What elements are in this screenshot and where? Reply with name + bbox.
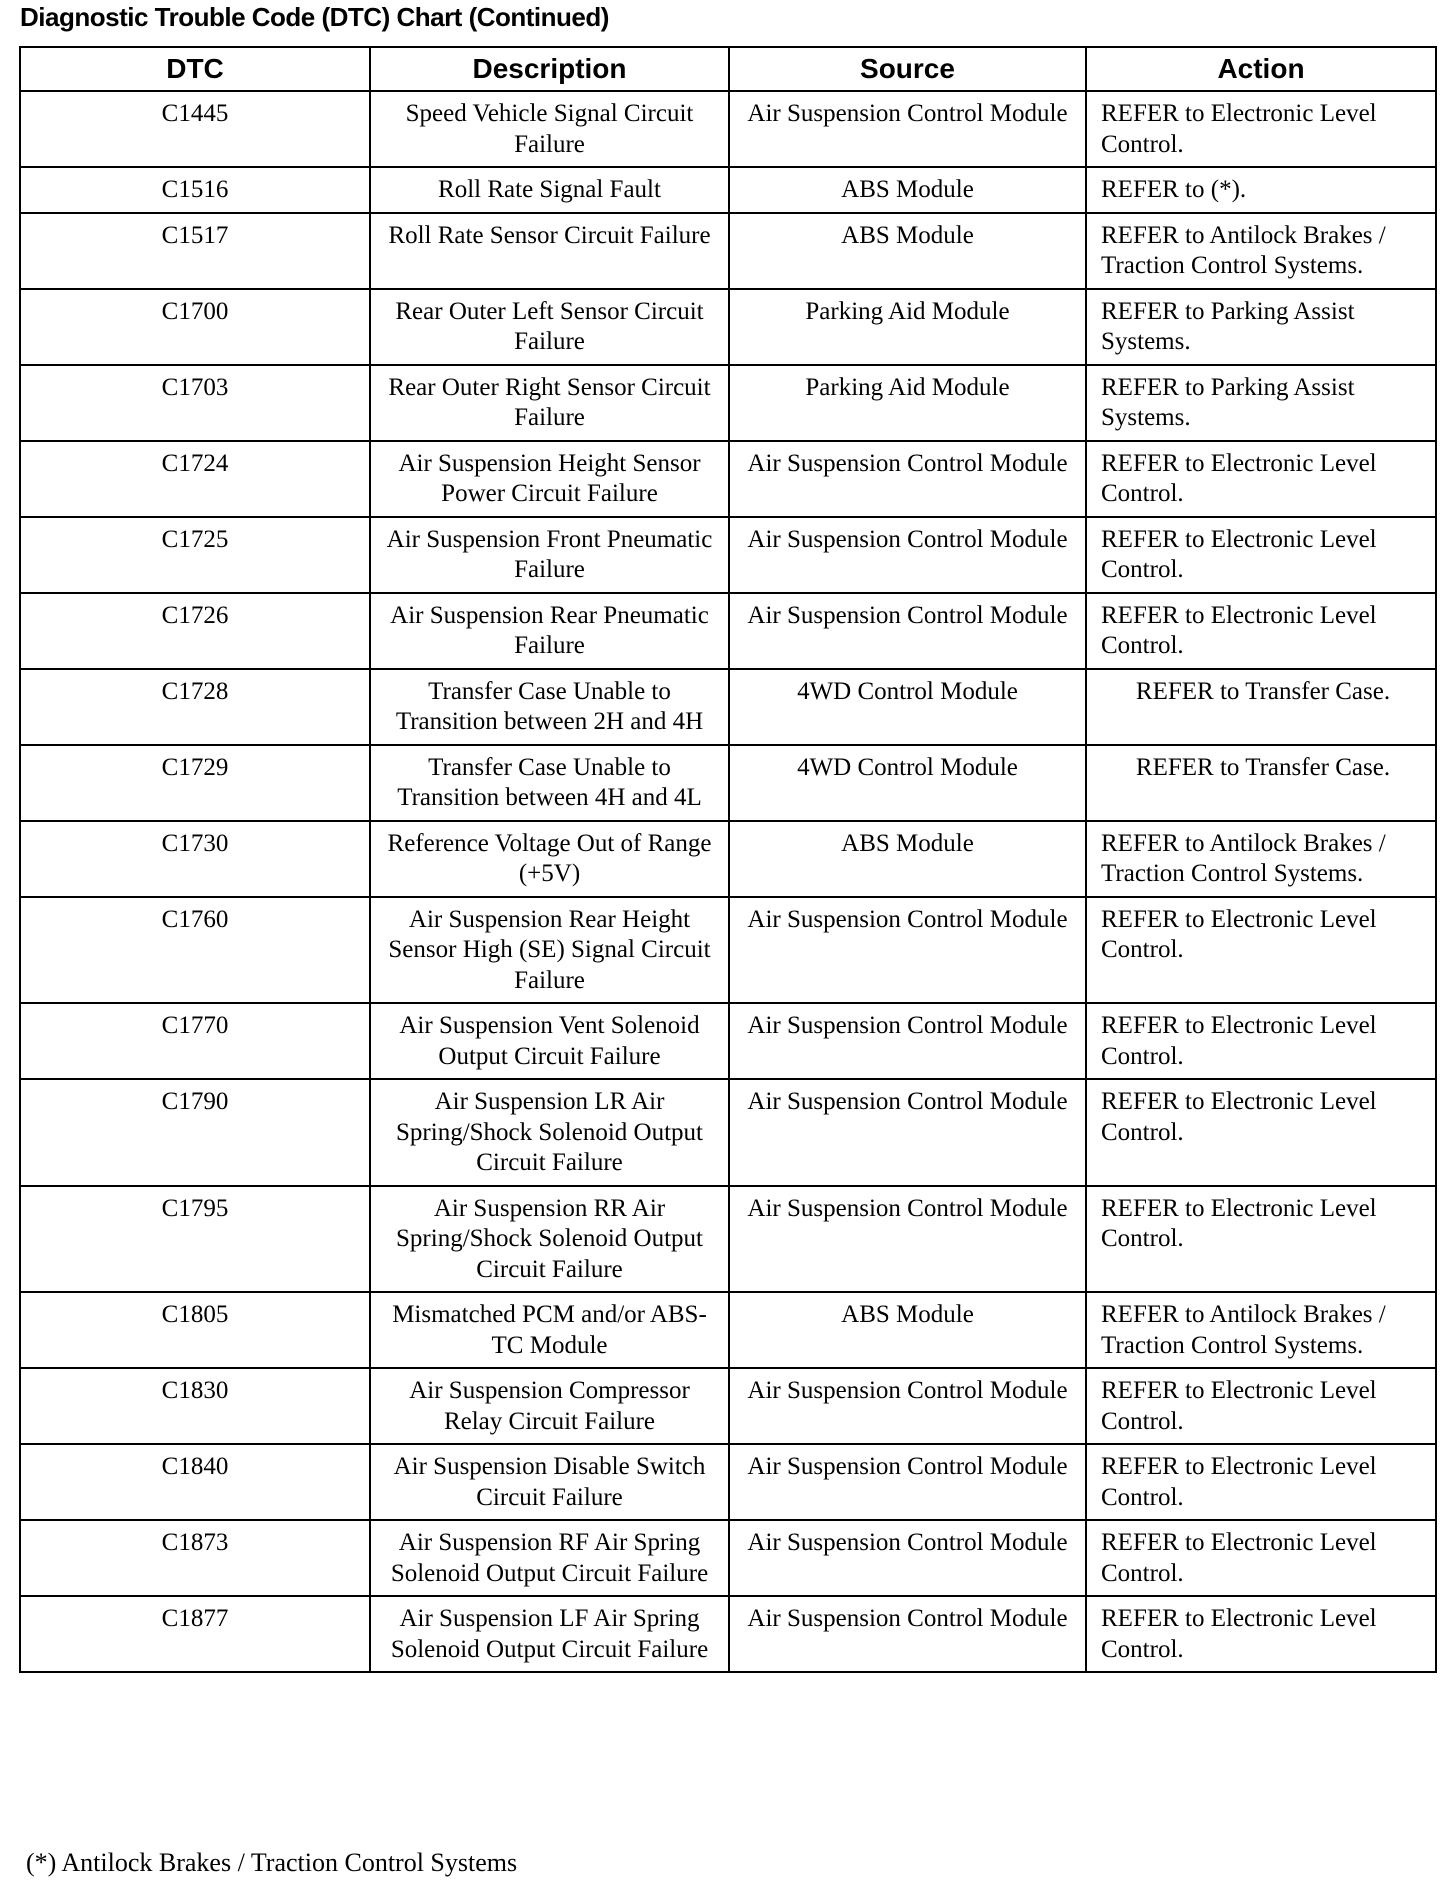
source-cell: Air Suspension Control Module: [729, 1003, 1086, 1079]
action-cell: REFER to Electronic Level Control.: [1086, 1596, 1436, 1672]
source-cell: Air Suspension Control Module: [729, 1444, 1086, 1520]
action-cell: REFER to Electronic Level Control.: [1086, 441, 1436, 517]
action-cell: REFER to Electronic Level Control.: [1086, 1079, 1436, 1186]
table-row: [20, 593, 1436, 669]
action-cell: REFER to Electronic Level Control.: [1086, 593, 1436, 669]
table-header-row: [20, 47, 1436, 91]
action-cell: REFER to Electronic Level Control.: [1086, 1003, 1436, 1079]
source-cell: 4WD Control Module: [729, 745, 1086, 821]
action-cell: REFER to (*).: [1086, 167, 1436, 213]
dtc-cell: C1770: [20, 1003, 370, 1079]
dtc-cell: C1730: [20, 821, 370, 897]
dtc-cell: C1728: [20, 669, 370, 745]
action-cell: REFER to Antilock Brakes / Traction Control Systems.: [1086, 1292, 1436, 1368]
description-cell: Air Suspension LR Air Spring/Shock Solenoid Output Circuit Failure: [370, 1079, 729, 1186]
description-cell: Roll Rate Signal Fault: [370, 167, 729, 213]
action-cell: REFER to Transfer Case.: [1086, 669, 1436, 745]
column-header-source: Source: [729, 47, 1086, 91]
dtc-cell: C1830: [20, 1368, 370, 1444]
table-row: [20, 745, 1436, 821]
table-row: [20, 1368, 1436, 1444]
description-cell: Air Suspension RF Air Spring Solenoid Output Circuit Failure: [370, 1520, 729, 1596]
action-cell: REFER to Antilock Brakes / Traction Control Systems.: [1086, 213, 1436, 289]
source-cell: ABS Module: [729, 1292, 1086, 1368]
footnote: (*) Antilock Brakes / Traction Control Systems: [26, 1848, 518, 1877]
column-header-dtc: DTC: [20, 47, 370, 91]
source-cell: 4WD Control Module: [729, 669, 1086, 745]
source-cell: Air Suspension Control Module: [729, 441, 1086, 517]
table-row: [20, 1520, 1436, 1596]
dtc-cell: C1873: [20, 1520, 370, 1596]
description-cell: Speed Vehicle Signal Circuit Failure: [370, 91, 729, 167]
table-row: [20, 167, 1436, 213]
table-row: [20, 1186, 1436, 1293]
source-cell: Air Suspension Control Module: [729, 1520, 1086, 1596]
dtc-cell: C1516: [20, 167, 370, 213]
dtc-cell: C1700: [20, 289, 370, 365]
table-row: [20, 365, 1436, 441]
source-cell: Parking Aid Module: [729, 365, 1086, 441]
source-cell: Air Suspension Control Module: [729, 1368, 1086, 1444]
page-title: Diagnostic Trouble Code (DTC) Chart (Continued): [20, 2, 609, 32]
dtc-cell: C1805: [20, 1292, 370, 1368]
dtc-cell: C1703: [20, 365, 370, 441]
source-cell: Air Suspension Control Module: [729, 517, 1086, 593]
description-cell: Reference Voltage Out of Range (+5V): [370, 821, 729, 897]
dtc-cell: C1445: [20, 91, 370, 167]
description-cell: Air Suspension Rear Pneumatic Failure: [370, 593, 729, 669]
dtc-cell: C1729: [20, 745, 370, 821]
description-cell: Rear Outer Left Sensor Circuit Failure: [370, 289, 729, 365]
description-cell: Roll Rate Sensor Circuit Failure: [370, 213, 729, 289]
dtc-cell: C1877: [20, 1596, 370, 1672]
column-header-action: Action: [1086, 47, 1436, 91]
description-cell: Air Suspension Height Sensor Power Circuit Failure: [370, 441, 729, 517]
description-cell: Transfer Case Unable to Transition between 2H and 4H: [370, 669, 729, 745]
table-row: [20, 1444, 1436, 1520]
description-cell: Rear Outer Right Sensor Circuit Failure: [370, 365, 729, 441]
dtc-cell: C1724: [20, 441, 370, 517]
source-cell: Air Suspension Control Module: [729, 91, 1086, 167]
action-cell: REFER to Electronic Level Control.: [1086, 897, 1436, 1004]
description-cell: Air Suspension Compressor Relay Circuit Failure: [370, 1368, 729, 1444]
table-row: [20, 821, 1436, 897]
table-row: [20, 669, 1436, 745]
table-row: [20, 1003, 1436, 1079]
description-cell: Air Suspension LF Air Spring Solenoid Output Circuit Failure: [370, 1596, 729, 1672]
action-cell: REFER to Electronic Level Control.: [1086, 1186, 1436, 1293]
description-cell: Air Suspension Front Pneumatic Failure: [370, 517, 729, 593]
description-cell: Mismatched PCM and/or ABS-TC Module: [370, 1292, 729, 1368]
dtc-cell: C1840: [20, 1444, 370, 1520]
action-cell: REFER to Electronic Level Control.: [1086, 1444, 1436, 1520]
source-cell: Air Suspension Control Module: [729, 1596, 1086, 1672]
table-row: [20, 1596, 1436, 1672]
source-cell: Air Suspension Control Module: [729, 593, 1086, 669]
column-header-description: Description: [370, 47, 729, 91]
dtc-cell: C1725: [20, 517, 370, 593]
table-row: [20, 517, 1436, 593]
action-cell: REFER to Parking Assist Systems.: [1086, 289, 1436, 365]
dtc-cell: C1760: [20, 897, 370, 1004]
action-cell: REFER to Electronic Level Control.: [1086, 517, 1436, 593]
action-cell: REFER to Electronic Level Control.: [1086, 1520, 1436, 1596]
table-row: [20, 897, 1436, 1004]
table-row: [20, 1292, 1436, 1368]
description-cell: Transfer Case Unable to Transition between 4H and 4L: [370, 745, 729, 821]
source-cell: Air Suspension Control Module: [729, 897, 1086, 1004]
source-cell: ABS Module: [729, 821, 1086, 897]
source-cell: ABS Module: [729, 167, 1086, 213]
source-cell: ABS Module: [729, 213, 1086, 289]
dtc-table: [19, 46, 1437, 1673]
source-cell: Parking Aid Module: [729, 289, 1086, 365]
action-cell: REFER to Electronic Level Control.: [1086, 1368, 1436, 1444]
action-cell: REFER to Parking Assist Systems.: [1086, 365, 1436, 441]
action-cell: REFER to Antilock Brakes / Traction Control Systems.: [1086, 821, 1436, 897]
table-row: [20, 1079, 1436, 1186]
table-row: [20, 441, 1436, 517]
table-row: [20, 213, 1436, 289]
dtc-cell: C1517: [20, 213, 370, 289]
dtc-cell: C1795: [20, 1186, 370, 1293]
description-cell: Air Suspension RR Air Spring/Shock Solenoid Output Circuit Failure: [370, 1186, 729, 1293]
source-cell: Air Suspension Control Module: [729, 1186, 1086, 1293]
action-cell: REFER to Electronic Level Control.: [1086, 91, 1436, 167]
dtc-cell: C1790: [20, 1079, 370, 1186]
source-cell: Air Suspension Control Module: [729, 1079, 1086, 1186]
action-cell: REFER to Transfer Case.: [1086, 745, 1436, 821]
description-cell: Air Suspension Rear Height Sensor High (SE) Signal Circuit Failure: [370, 897, 729, 1004]
description-cell: Air Suspension Disable Switch Circuit Failure: [370, 1444, 729, 1520]
description-cell: Air Suspension Vent Solenoid Output Circuit Failure: [370, 1003, 729, 1079]
dtc-cell: C1726: [20, 593, 370, 669]
table-row: [20, 91, 1436, 167]
table-row: [20, 289, 1436, 365]
